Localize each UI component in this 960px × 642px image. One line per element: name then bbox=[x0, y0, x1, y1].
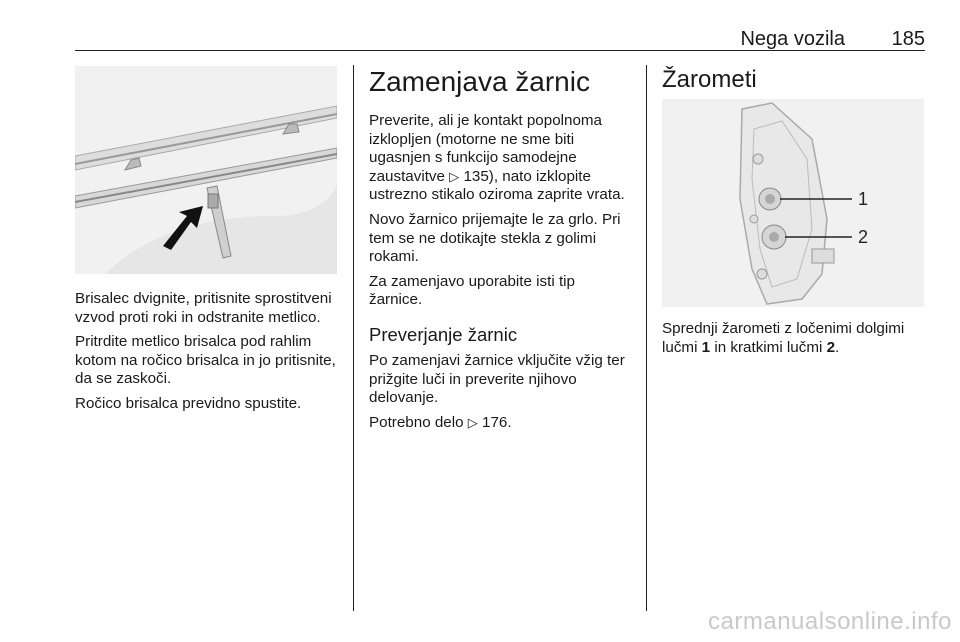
callout-number: 1 bbox=[701, 338, 711, 356]
text-run: in kratkimi lučmi bbox=[710, 338, 827, 356]
column-divider bbox=[646, 65, 647, 611]
instruction-paragraph: Brisalec dvignite, pritisnite sprostitveni vzvod proti roki in odstranite metlico. bbox=[75, 290, 332, 326]
column-left bbox=[75, 290, 337, 420]
figure-caption bbox=[662, 320, 924, 357]
section-heading: Žarometi bbox=[662, 66, 757, 93]
page-number: 185 bbox=[891, 28, 925, 50]
instruction-paragraph: Ročico brisalca previdno spustite. bbox=[75, 394, 302, 412]
text-run: ), nato izklopite ustrezno stikalo oziroma zaprite vrata. bbox=[369, 167, 625, 204]
column-divider bbox=[353, 65, 354, 611]
instruction-paragraph: Novo žarnico prijemajte le za grlo. Pri tem se ne dotikajte stekla z golimi rokami. bbox=[369, 210, 621, 266]
instruction-paragraph: Za zamenjavo uporabite isti tip žarnice. bbox=[369, 272, 575, 309]
text-run: Potrebno delo bbox=[369, 413, 468, 431]
subsection-heading: Preverjanje žarnic bbox=[369, 323, 518, 345]
page-header bbox=[75, 28, 925, 51]
text-run: Sprednji žarometi z ločenimi dolgimi lučmi bbox=[662, 320, 905, 356]
arrow-reference-icon: ▷ bbox=[467, 414, 478, 430]
page-reference[interactable]: 135 bbox=[463, 167, 489, 185]
headlamp-illustration bbox=[662, 99, 924, 307]
callout-number: 2 bbox=[826, 338, 836, 356]
column-right bbox=[662, 320, 924, 363]
column-middle bbox=[369, 66, 631, 438]
wiper-illustration bbox=[75, 66, 337, 274]
instruction-paragraph: Pritrdite metlico brisalca pod rahlim kotom na ročico brisalca in jo pritisnite, da se zaskoči. bbox=[75, 333, 336, 388]
instruction-paragraph bbox=[369, 414, 631, 433]
watermark: carmanualsonline.info bbox=[708, 608, 952, 635]
callout-label-2: 2 bbox=[858, 227, 869, 247]
section-heading: Zamenjava žarnic bbox=[369, 66, 590, 97]
page-reference[interactable]: 176 bbox=[482, 413, 508, 431]
chapter-title: Nega vozila bbox=[740, 28, 845, 50]
instruction-paragraph: Po zamenjavi žarnice vključite vžig ter prižgite luči in preverite njihovo delovanje. bbox=[369, 351, 625, 407]
instruction-paragraph bbox=[369, 112, 631, 205]
text-run: . bbox=[507, 413, 512, 431]
text-run: Preverite, ali je kontakt popolnoma izklopljen (motorne ne sme biti ugasnjen s funkcijo samodejne zaustavitve bbox=[369, 112, 603, 185]
arrow-reference-icon: ▷ bbox=[449, 168, 460, 184]
callout-label-1: 1 bbox=[858, 189, 869, 209]
text-run: . bbox=[835, 338, 840, 356]
